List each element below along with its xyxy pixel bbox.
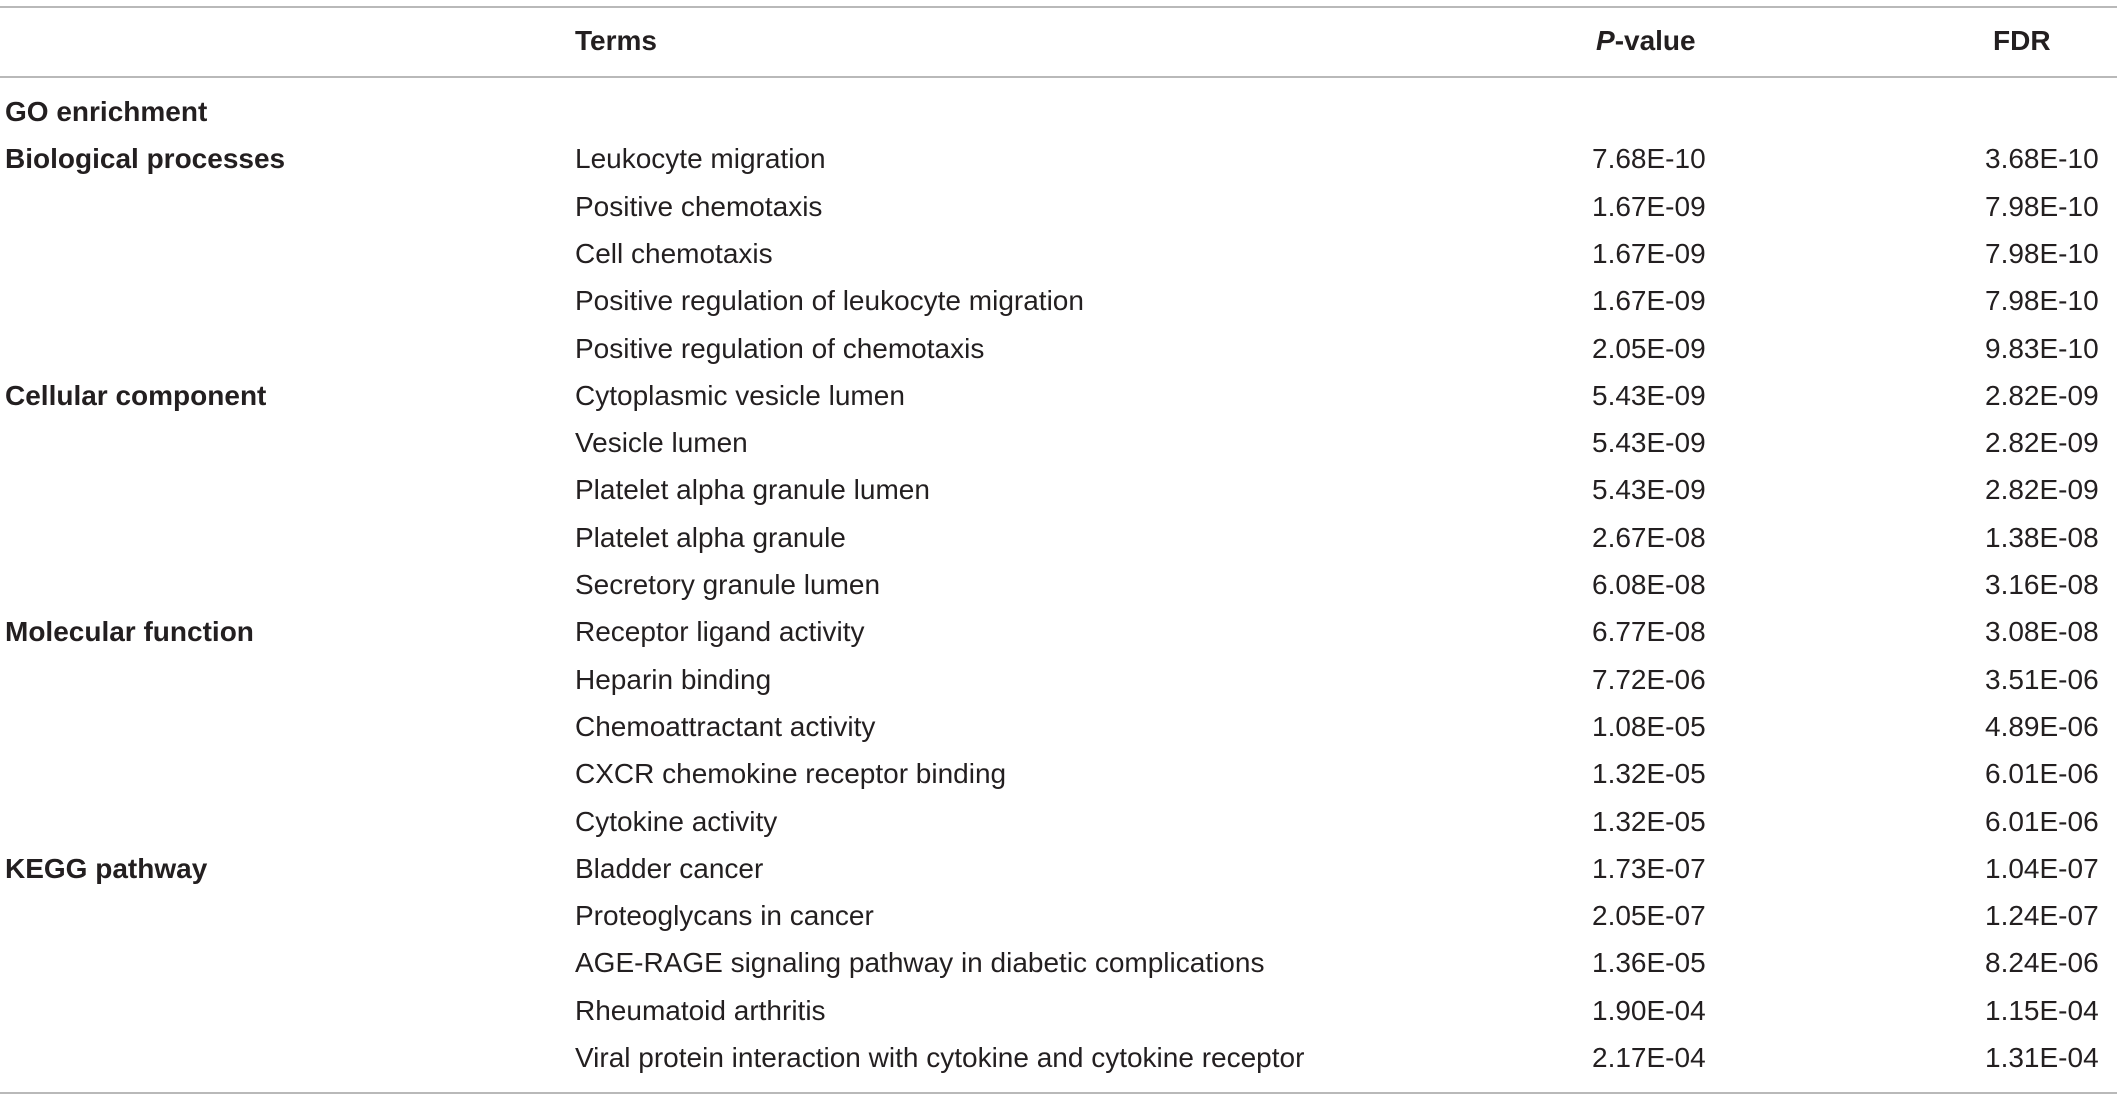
row-p-value: 1.32E-05 bbox=[1592, 758, 1706, 790]
row-p-value bbox=[1592, 88, 1712, 135]
table-row bbox=[0, 845, 2117, 892]
row-term: Secretory granule lumen bbox=[575, 569, 881, 600]
row-p-value: 2.05E-07 bbox=[1592, 900, 1706, 932]
row-fdr: 4.89E-06 bbox=[1985, 710, 2099, 742]
row-term: Rheumatoid arthritis bbox=[575, 994, 826, 1026]
row-fdr: 1.04E-07 bbox=[1985, 852, 2099, 884]
table-row bbox=[0, 703, 2117, 750]
row-p-value: 2.17E-04 bbox=[1592, 1042, 1706, 1073]
row-fdr: 2.82E-09 bbox=[1985, 427, 2099, 459]
row-p-value: 1.67E-09 bbox=[1592, 190, 1706, 222]
row-fdr: 2.82E-09 bbox=[1985, 474, 2099, 506]
table-row bbox=[0, 608, 2117, 655]
row-fdr: 3.08E-08 bbox=[1985, 616, 2099, 648]
row-fdr: 3.68E-10 bbox=[1985, 143, 2099, 175]
row-term: CXCR chemokine receptor binding bbox=[575, 758, 1007, 790]
row-term: Cytokine activity bbox=[575, 805, 778, 837]
row-p-value: 1.36E-05 bbox=[1592, 947, 1706, 979]
header-p-italic: P bbox=[1596, 25, 1615, 56]
table-row bbox=[0, 750, 2117, 797]
row-p-value: 5.43E-09 bbox=[1592, 474, 1706, 506]
row-term: Bladder cancer bbox=[575, 852, 764, 884]
table-row bbox=[0, 514, 2117, 561]
row-p-value: 5.43E-09 bbox=[1592, 427, 1706, 459]
row-p-value: 6.77E-08 bbox=[1592, 616, 1706, 648]
row-fdr: 1.15E-04 bbox=[1985, 994, 2099, 1026]
table-row bbox=[0, 230, 2117, 277]
row-fdr: 1.38E-08 bbox=[1985, 521, 2099, 553]
row-p-value: 2.67E-08 bbox=[1592, 521, 1706, 553]
row-fdr: 1.24E-07 bbox=[1985, 900, 2099, 932]
row-fdr: 7.98E-10 bbox=[1985, 285, 2099, 317]
row-p-value: 1.32E-05 bbox=[1592, 805, 1706, 837]
row-term: AGE-RAGE signaling pathway in diabetic complications bbox=[575, 947, 1265, 979]
row-term: Receptor ligand activity bbox=[575, 616, 865, 648]
row-fdr: 3.51E-06 bbox=[1985, 663, 2099, 695]
row-p-value: 1.90E-04 bbox=[1592, 994, 1706, 1026]
row-p-value: 1.73E-07 bbox=[1592, 852, 1706, 884]
row-term: Cytoplasmic vesicle lumen bbox=[575, 379, 905, 411]
row-category: Biological processes bbox=[5, 143, 286, 175]
table-row bbox=[0, 88, 2117, 135]
row-p-value: 5.43E-09 bbox=[1592, 379, 1706, 411]
table-row bbox=[0, 987, 2117, 1034]
row-term: Chemoattractant activity bbox=[575, 710, 876, 742]
row-term: Vesicle lumen bbox=[575, 427, 748, 459]
table-row bbox=[0, 419, 2117, 466]
table-row bbox=[0, 466, 2117, 513]
row-term: Cell chemotaxis bbox=[575, 237, 773, 269]
header-fdr: FDR bbox=[1993, 25, 2051, 56]
row-p-value: 1.08E-05 bbox=[1592, 710, 1706, 742]
row-category: GO enrichment bbox=[5, 96, 208, 127]
table-header-rule bbox=[0, 76, 2117, 78]
row-p-value: 1.67E-09 bbox=[1592, 285, 1706, 317]
table-row bbox=[0, 277, 2117, 324]
row-term: Leukocyte migration bbox=[575, 143, 826, 175]
row-term: Positive regulation of chemotaxis bbox=[575, 332, 985, 364]
row-p-value: 7.68E-10 bbox=[1592, 143, 1706, 175]
table-row bbox=[0, 561, 2117, 608]
table-header-row bbox=[0, 18, 2117, 64]
row-fdr: 8.24E-06 bbox=[1985, 947, 2099, 979]
row-term: Positive chemotaxis bbox=[575, 190, 823, 222]
row-category: KEGG pathway bbox=[5, 852, 208, 884]
header-p-rest: -value bbox=[1614, 25, 1696, 56]
row-term: Platelet alpha granule bbox=[575, 521, 846, 553]
row-fdr bbox=[1985, 88, 2111, 135]
row-fdr: 2.82E-09 bbox=[1985, 379, 2099, 411]
row-fdr: 1.31E-04 bbox=[1985, 1042, 2099, 1073]
table-row bbox=[0, 372, 2117, 419]
row-fdr: 3.16E-08 bbox=[1985, 569, 2099, 600]
table-top-rule bbox=[0, 6, 2117, 8]
table-row bbox=[0, 892, 2117, 939]
header-p-value bbox=[1596, 18, 1716, 64]
table-row bbox=[0, 135, 2117, 182]
row-category: Molecular function bbox=[5, 616, 254, 648]
row-fdr: 7.98E-10 bbox=[1985, 237, 2099, 269]
table-row bbox=[0, 939, 2117, 986]
table-row bbox=[0, 798, 2117, 845]
row-fdr: 9.83E-10 bbox=[1985, 332, 2099, 364]
row-term: Proteoglycans in cancer bbox=[575, 900, 874, 932]
table-row bbox=[0, 1034, 2117, 1081]
table-row bbox=[0, 656, 2117, 703]
header-terms: Terms bbox=[575, 25, 657, 56]
row-term: Platelet alpha granule lumen bbox=[575, 474, 930, 506]
row-fdr: 6.01E-06 bbox=[1985, 758, 2099, 790]
row-term: Viral protein interaction with cytokine and cytokine receptor bbox=[575, 1042, 1305, 1073]
row-term: Heparin binding bbox=[575, 663, 772, 695]
table-row bbox=[0, 183, 2117, 230]
table-row bbox=[0, 325, 2117, 372]
row-p-value: 6.08E-08 bbox=[1592, 569, 1706, 600]
table-bottom-rule bbox=[0, 1092, 2117, 1094]
row-p-value: 7.72E-06 bbox=[1592, 663, 1706, 695]
row-p-value: 1.67E-09 bbox=[1592, 237, 1706, 269]
row-fdr: 7.98E-10 bbox=[1985, 190, 2099, 222]
row-term: Positive regulation of leukocyte migration bbox=[575, 285, 1084, 317]
row-fdr: 6.01E-06 bbox=[1985, 805, 2099, 837]
row-category: Cellular component bbox=[5, 379, 267, 411]
row-p-value: 2.05E-09 bbox=[1592, 332, 1706, 364]
